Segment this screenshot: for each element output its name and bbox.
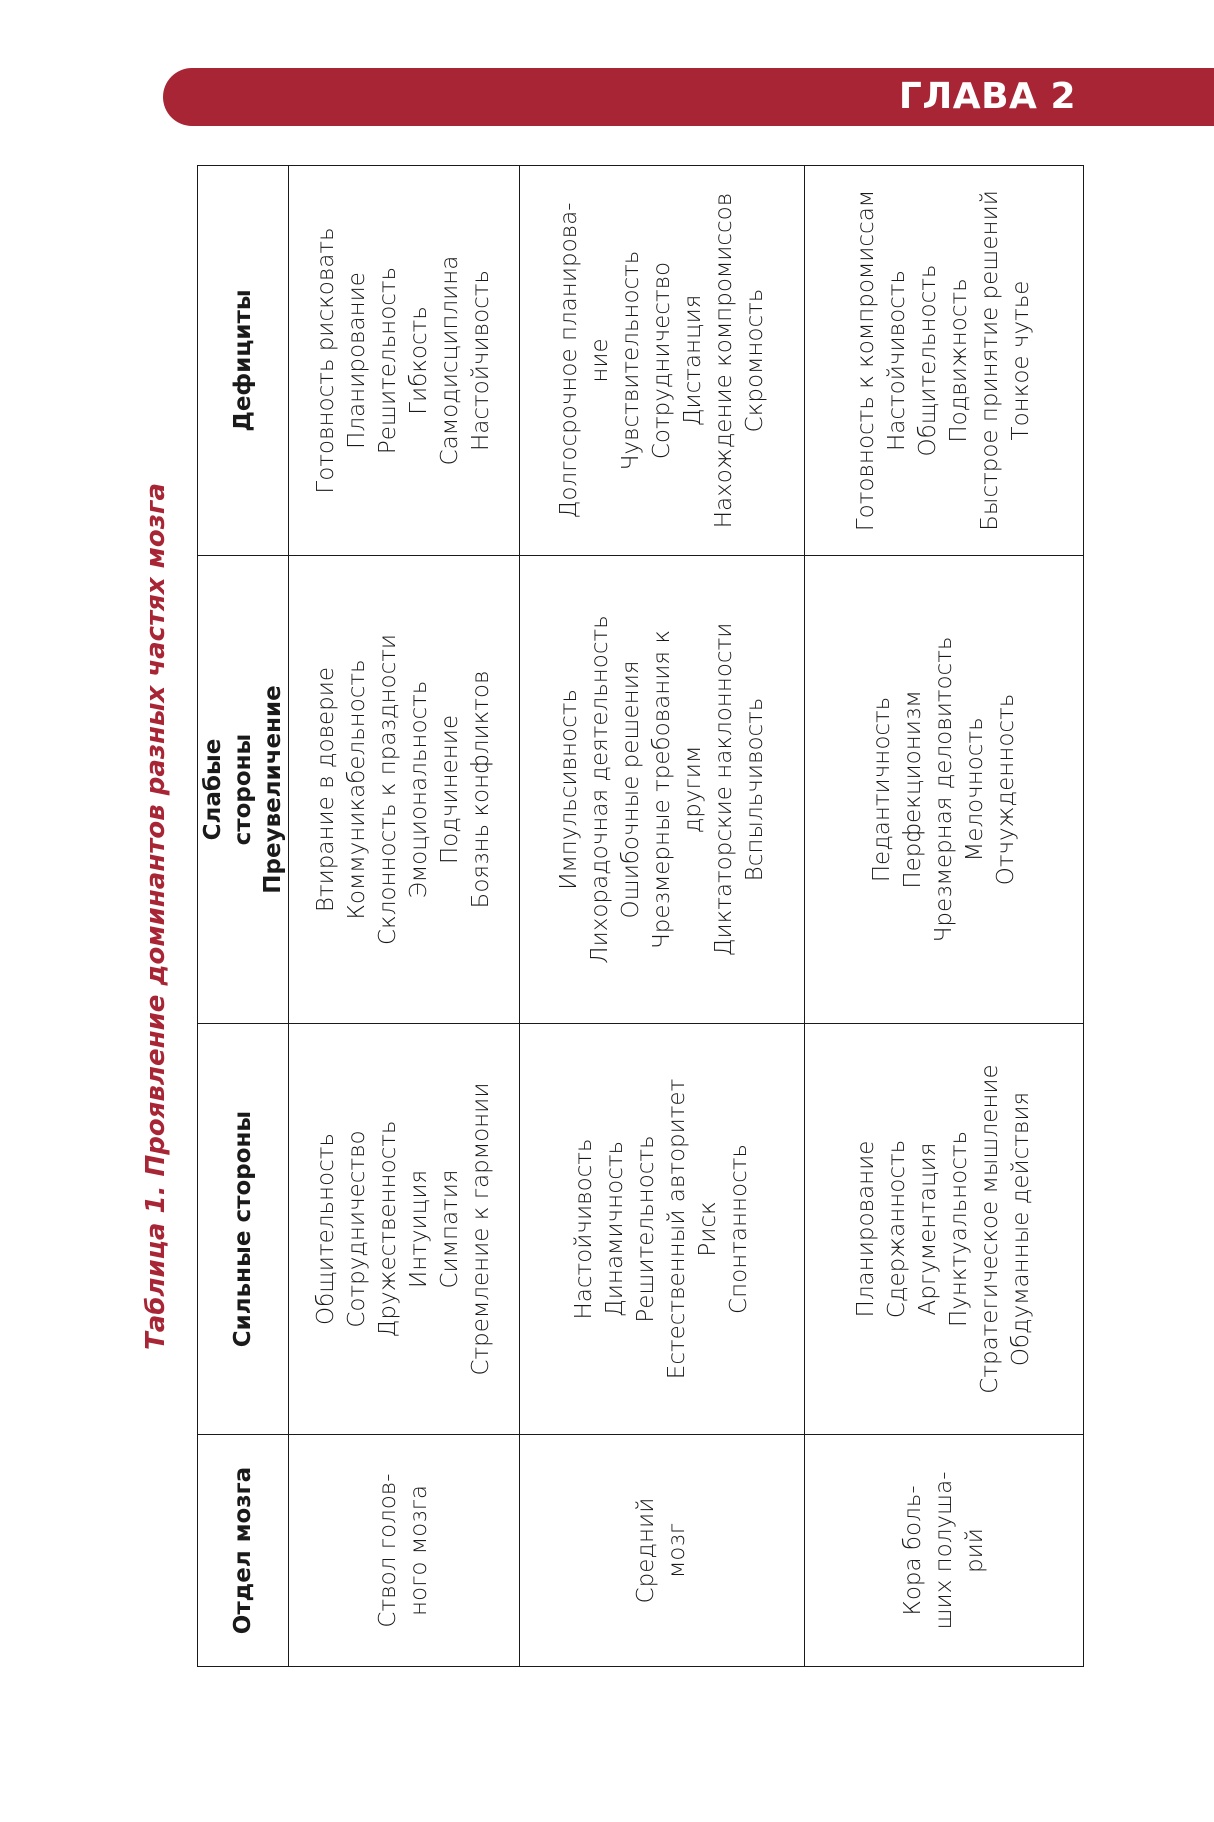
- cell-line: Втирание в доверие: [313, 666, 339, 913]
- cell-deficits: [289, 166, 520, 556]
- cell-line: Чрезмерные требования к: [648, 630, 675, 950]
- cell-line: Вспыльчивость: [741, 697, 768, 882]
- cell-line: Подвижность: [946, 278, 972, 443]
- cell-line: Нахождение компромиссов: [710, 192, 737, 529]
- cell-line: Планирование: [344, 272, 370, 449]
- cell-line: Отчужденность: [992, 693, 1019, 886]
- header-strengths: Сильные стороны: [198, 1024, 289, 1435]
- cell-deficits: [805, 166, 1084, 556]
- cell-region: [805, 1435, 1084, 1667]
- header-region: Отдел мозга: [198, 1435, 289, 1667]
- table-row: [805, 166, 1084, 1667]
- table-row: [520, 166, 805, 1667]
- cell-line: Симпатия: [437, 1169, 463, 1289]
- cell-line: Спонтанность: [726, 1144, 752, 1314]
- cell-line: Сдержанность: [884, 1139, 910, 1319]
- cell-line: Скромность: [741, 288, 768, 433]
- cell-line: Кора боль-: [899, 1485, 926, 1616]
- cell-line: Настойчивость: [468, 270, 494, 451]
- cell-line: Ошибочные решения: [617, 660, 644, 919]
- cell-line: Готовность рисковать: [313, 227, 339, 494]
- table-caption: Таблица 1. Проявление доминантов разных частях мозга: [141, 482, 171, 1351]
- cell-line: Диктаторские наклонности: [710, 622, 737, 957]
- chapter-tab: [163, 68, 1214, 126]
- cell-line: Сотрудничество: [344, 1130, 370, 1328]
- cell-line: Эмоциональность: [406, 680, 432, 899]
- cell-line: Чрезмерная деловитость: [930, 636, 957, 943]
- brain-dominants-table: [197, 165, 1084, 1667]
- cell-line: Мелочность: [961, 717, 988, 862]
- cell-line: Настойчивость: [571, 1138, 597, 1320]
- cell-line: Стратегическое мышление: [977, 1064, 1003, 1394]
- header-weaknesses-text: Слабые стороны Преувеличение: [200, 685, 286, 894]
- cell-line: Решительность: [633, 1135, 659, 1323]
- cell-line: Интуиция: [406, 1169, 432, 1289]
- cell-weaknesses: [289, 556, 520, 1024]
- chapter-label: ГЛАВА 2: [898, 76, 1076, 117]
- cell-line: рий: [961, 1528, 988, 1573]
- cell-region: [520, 1435, 805, 1667]
- cell-line: мозг: [664, 1522, 690, 1579]
- cell-line: Импульсивность: [555, 689, 582, 890]
- cell-line: Дистанция: [679, 294, 706, 427]
- cell-line: Готовность к компромиссам: [853, 189, 879, 532]
- cell-strengths: [805, 1024, 1084, 1435]
- cell-line: Чувствительность: [617, 250, 644, 471]
- cell-line: Боязнь конфликтов: [468, 670, 494, 909]
- cell-line: Гибкость: [406, 306, 432, 415]
- cell-strengths: [289, 1024, 520, 1435]
- cell-line: Коммуникабельность: [344, 659, 370, 920]
- cell-line: Аргументация: [915, 1142, 941, 1316]
- cell-line: Решительность: [375, 266, 401, 455]
- cell-line: Стремление к гармонии: [468, 1082, 494, 1376]
- cell-line: Сотрудничество: [648, 261, 675, 460]
- cell-line: Динамичность: [602, 1140, 628, 1318]
- cell-line: Дружественность: [375, 1120, 401, 1338]
- header-deficits: Дефициты: [198, 166, 289, 556]
- cell-line: Тонкое чутье: [1008, 280, 1034, 441]
- cell-line: Естественный авторитет: [664, 1078, 690, 1380]
- cell-line: Настойчивость: [884, 270, 910, 451]
- cell-line: Общительность: [915, 264, 941, 457]
- table-row: [289, 166, 520, 1667]
- cell-line: другим: [679, 745, 706, 834]
- cell-deficits: [520, 166, 805, 556]
- cell-line: Быстрое принятие решений: [977, 190, 1003, 531]
- cell-line: Средний: [633, 1497, 659, 1604]
- cell-line: ние: [586, 338, 613, 383]
- cell-strengths: [520, 1024, 805, 1435]
- cell-line: Пунктуальность: [946, 1130, 972, 1328]
- cell-line: Планирование: [853, 1140, 879, 1318]
- rotated-table-page: [135, 166, 1155, 1667]
- cell-line: ного мозга: [406, 1484, 432, 1617]
- cell-weaknesses: [520, 556, 805, 1024]
- cell-line: Подчинение: [437, 714, 463, 865]
- header-weaknesses: [198, 556, 289, 1024]
- cell-weaknesses: [805, 556, 1084, 1024]
- cell-region: [289, 1435, 520, 1667]
- cell-line: Обдуманные действия: [1008, 1091, 1034, 1367]
- cell-line: Лихорадочная деятельность: [586, 615, 613, 964]
- cell-line: ших полуша-: [930, 1471, 957, 1630]
- cell-line: Самодисциплина: [437, 255, 463, 466]
- cell-line: Риск: [695, 1201, 721, 1257]
- cell-line: Перфекционизм: [899, 690, 926, 889]
- cell-line: Ствол голов-: [375, 1473, 401, 1628]
- cell-line: Склонность к праздности: [375, 634, 401, 946]
- cell-line: Общительность: [313, 1133, 339, 1325]
- cell-line: Долгосрочное планирова-: [555, 202, 582, 519]
- cell-line: Педантичность: [868, 696, 895, 883]
- table-header-row: [198, 166, 289, 1667]
